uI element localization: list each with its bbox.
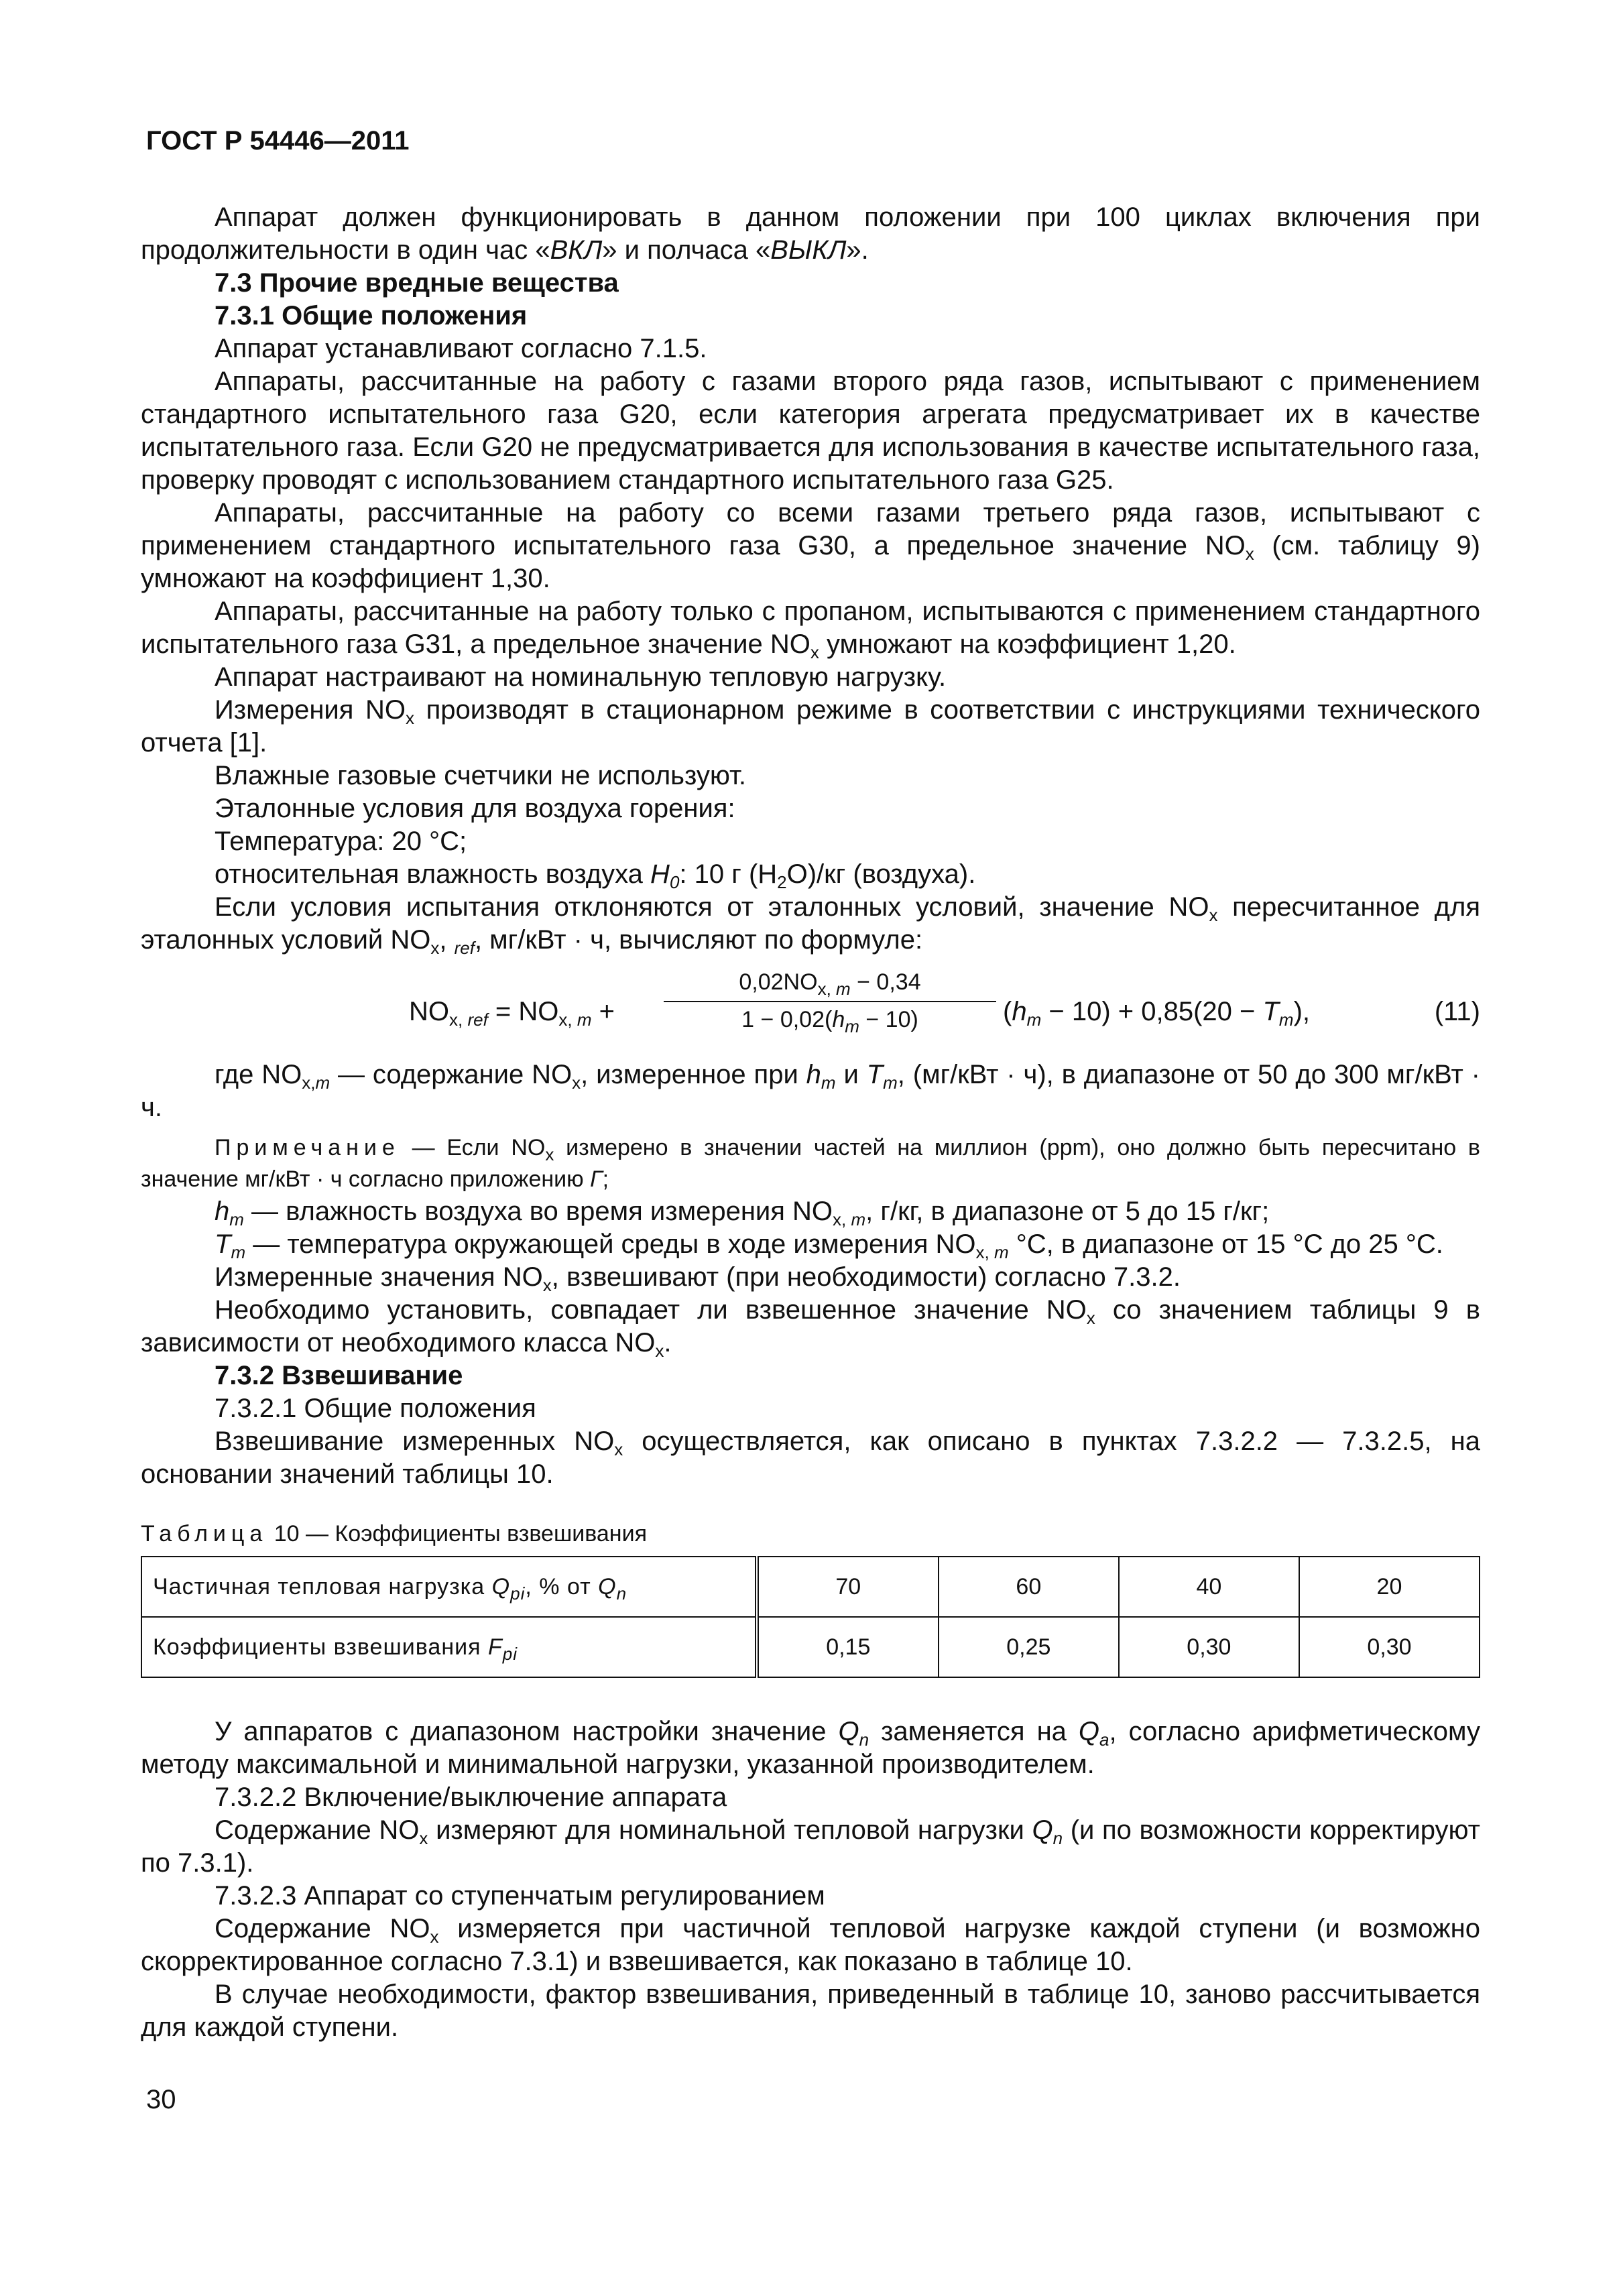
formula-fraction — [664, 969, 996, 1036]
table-cell: 40 — [1119, 1557, 1299, 1617]
table-row — [141, 1617, 1480, 1677]
paragraph: где $NO_{x,m}$ — содержание $NO_x$, измеренное при $h_m$ и $T_m$, (мг/кВт · ч), в диапазоне от 50 до 300 мг/кВт · ч. — [141, 1060, 1480, 1122]
paragraph: Влажные газовые счетчики не используют. — [215, 761, 747, 790]
paragraph: Содержание $NO_x$ измеряется при частичной тепловой нагрузке каждой ступени (и возможно скорректированное согласно 7.3.1) и взвешивается, как показано в таблице 10. — [141, 1914, 1481, 1976]
document-body — [141, 201, 1480, 2044]
table-cell: 0,15 — [757, 1617, 939, 1677]
paragraph: Аппараты, рассчитанные на работу только с пропаном, испытываются с применением стандартного испытательного газа G31, а предельное значение $NO_x$ умножают на коэффициент 1,20. — [141, 597, 1480, 662]
table-row — [141, 1557, 1480, 1617]
table-row-label: Коэффициенты взвешивания $F_{pi}$ — [141, 1617, 757, 1677]
section-heading-7-3: 7.3 Прочие вредные вещества — [215, 268, 619, 298]
formula-lhs: $NO_{x, ref} = NO_{x, m}$ + — [409, 997, 615, 1030]
formula-rest: $(h_m - 10) + 0,85(20 - T_m)$, — [1003, 997, 1311, 1030]
paragraph: У аппаратов с диапазоном настройки значение $Q_n$ заменяется на $Q_a$, согласно арифметическому методу максимальной и минимальной нагрузки, указанной производителем. — [141, 1717, 1480, 1779]
paragraph: Измеренные значения $NO_x$, взвешивают (при необходимости) согласно 7.3.2. — [215, 1262, 1181, 1295]
table-caption-text: 10 — Коэффициенты взвешивания — [274, 1521, 647, 1547]
note-label: Примечание — [215, 1135, 400, 1160]
subsection-heading-7-3-2-2: 7.3.2.2 Включение/выключение аппарата — [215, 1783, 727, 1812]
formula-numerator: $0,02NO_{x, m} - 0,34$ — [664, 969, 996, 1002]
paragraph: Если условия испытания отклоняются от эталонных условий, значение $NO_x$ пересчитанное для эталонных условий $NO_x$, $_{ref}$, мг/кВт · ч, вычисляют по формуле: — [141, 892, 1480, 958]
formula-denominator: $1 - 0,02(h_m - 10)$ — [741, 1007, 918, 1036]
table-row-label: Частичная тепловая нагрузка $Q_{pi}$, % от $Q_n$ — [141, 1557, 757, 1617]
table-caption-label: Таблица — [141, 1521, 268, 1547]
weighting-table — [141, 1556, 1480, 1678]
table-cell: 0,30 — [1299, 1617, 1480, 1677]
table-cell: 0,30 — [1119, 1617, 1299, 1677]
paragraph: Аппарат устанавливают согласно 7.1.5. — [215, 334, 707, 363]
paragraph: Взвешивание измеренных $NO_x$ осуществляется, как описано в пунктах 7.3.2.2 — 7.3.2.5, на основании значений таблицы 10. — [141, 1427, 1481, 1489]
paragraph: Аппараты, рассчитанные на работу со всеми газами третьего ряда газов, испытывают с применением стандартного испытательного газа G30, а предельное значение $NO_x$ (см. таблицу 9) умножают на коэффициент 1,30. — [141, 498, 1480, 593]
table-cell: 60 — [939, 1557, 1119, 1617]
table-cell: 70 — [757, 1557, 939, 1617]
subsection-heading-7-3-2-3: 7.3.2.3 Аппарат со ступенчатым регулированием — [215, 1881, 825, 1911]
paragraph: Содержание $NO_x$ измеряют для номинальной тепловой нагрузки $Q_n$ (и по возможности корректируют по 7.3.1). — [141, 1815, 1480, 1878]
paragraph: Аппарат должен функционировать в данном положении при 100 циклах включения при продолжительности в один час «ВКЛ» и полчаса «ВЫКЛ». — [141, 202, 1480, 265]
subsection-heading-7-3-2-1: 7.3.2.1 Общие положения — [215, 1394, 536, 1423]
paragraph: Аппарат настраивают на номинальную тепловую нагрузку. — [215, 662, 947, 692]
paragraph: Измерения $NO_x$ производят в стационарном режиме в соответствии с инструкциями технического отчета [1]. — [141, 695, 1480, 758]
section-heading-7-3-1: 7.3.1 Общие положения — [215, 301, 528, 330]
page-number: 30 — [146, 2085, 176, 2114]
paragraph: относительная влажность воздуха $H_0$: 10 г $(H_2O)/кг$ (воздуха). — [215, 859, 976, 892]
table-cell: 0,25 — [939, 1617, 1119, 1677]
note: Примечание — Если $NO_x$ измерено в значении частей на миллион (ppm), оно должно быть пересчитано в значение мг/кВт · ч согласно приложению Г; — [141, 1135, 1480, 1192]
paragraph: $h_m$ — влажность воздуха во время измерения $NO_{x, m}$, г/кг, в диапазоне от 5 до 15 г/кг; — [215, 1197, 1270, 1229]
table-caption — [141, 1518, 1480, 1551]
table-cell: 20 — [1299, 1557, 1480, 1617]
paragraph: Аппараты, рассчитанные на работу с газами второго ряда газов, испытывают с применением стандартного испытательного газа G20, если категория агрегата предусматривает их в качестве испытательного газа. Если G20 не предусматривается для использования в качестве испытательного газа, проверку проводят с использованием стандартного испытательного газа G25. — [141, 367, 1480, 495]
formula-11 — [141, 969, 1480, 1049]
paragraph: В случае необходимости, фактор взвешивания, приведенный в таблице 10, заново рассчитывается для каждой ступени. — [141, 1980, 1480, 2042]
paragraph: Температура: 20 °С; — [215, 827, 467, 856]
document-header: ГОСТ Р 54446—2011 — [146, 126, 410, 156]
paragraph: Необходимо установить, совпадает ли взвешенное значение $NO_x$ со значением таблицы 9 в зависимости от необходимого класса $NO_x$. — [141, 1295, 1480, 1361]
paragraph: Эталонные условия для воздуха горения: — [215, 794, 735, 823]
section-heading-7-3-2: 7.3.2 Взвешивание — [215, 1361, 463, 1390]
formula-number: (11) — [1434, 997, 1480, 1026]
paragraph: $T_m$ — температура окружающей среды в ходе измерения $NO_{x, m}$ °С, в диапазоне от 15 °С до 25 °С. — [215, 1229, 1443, 1262]
